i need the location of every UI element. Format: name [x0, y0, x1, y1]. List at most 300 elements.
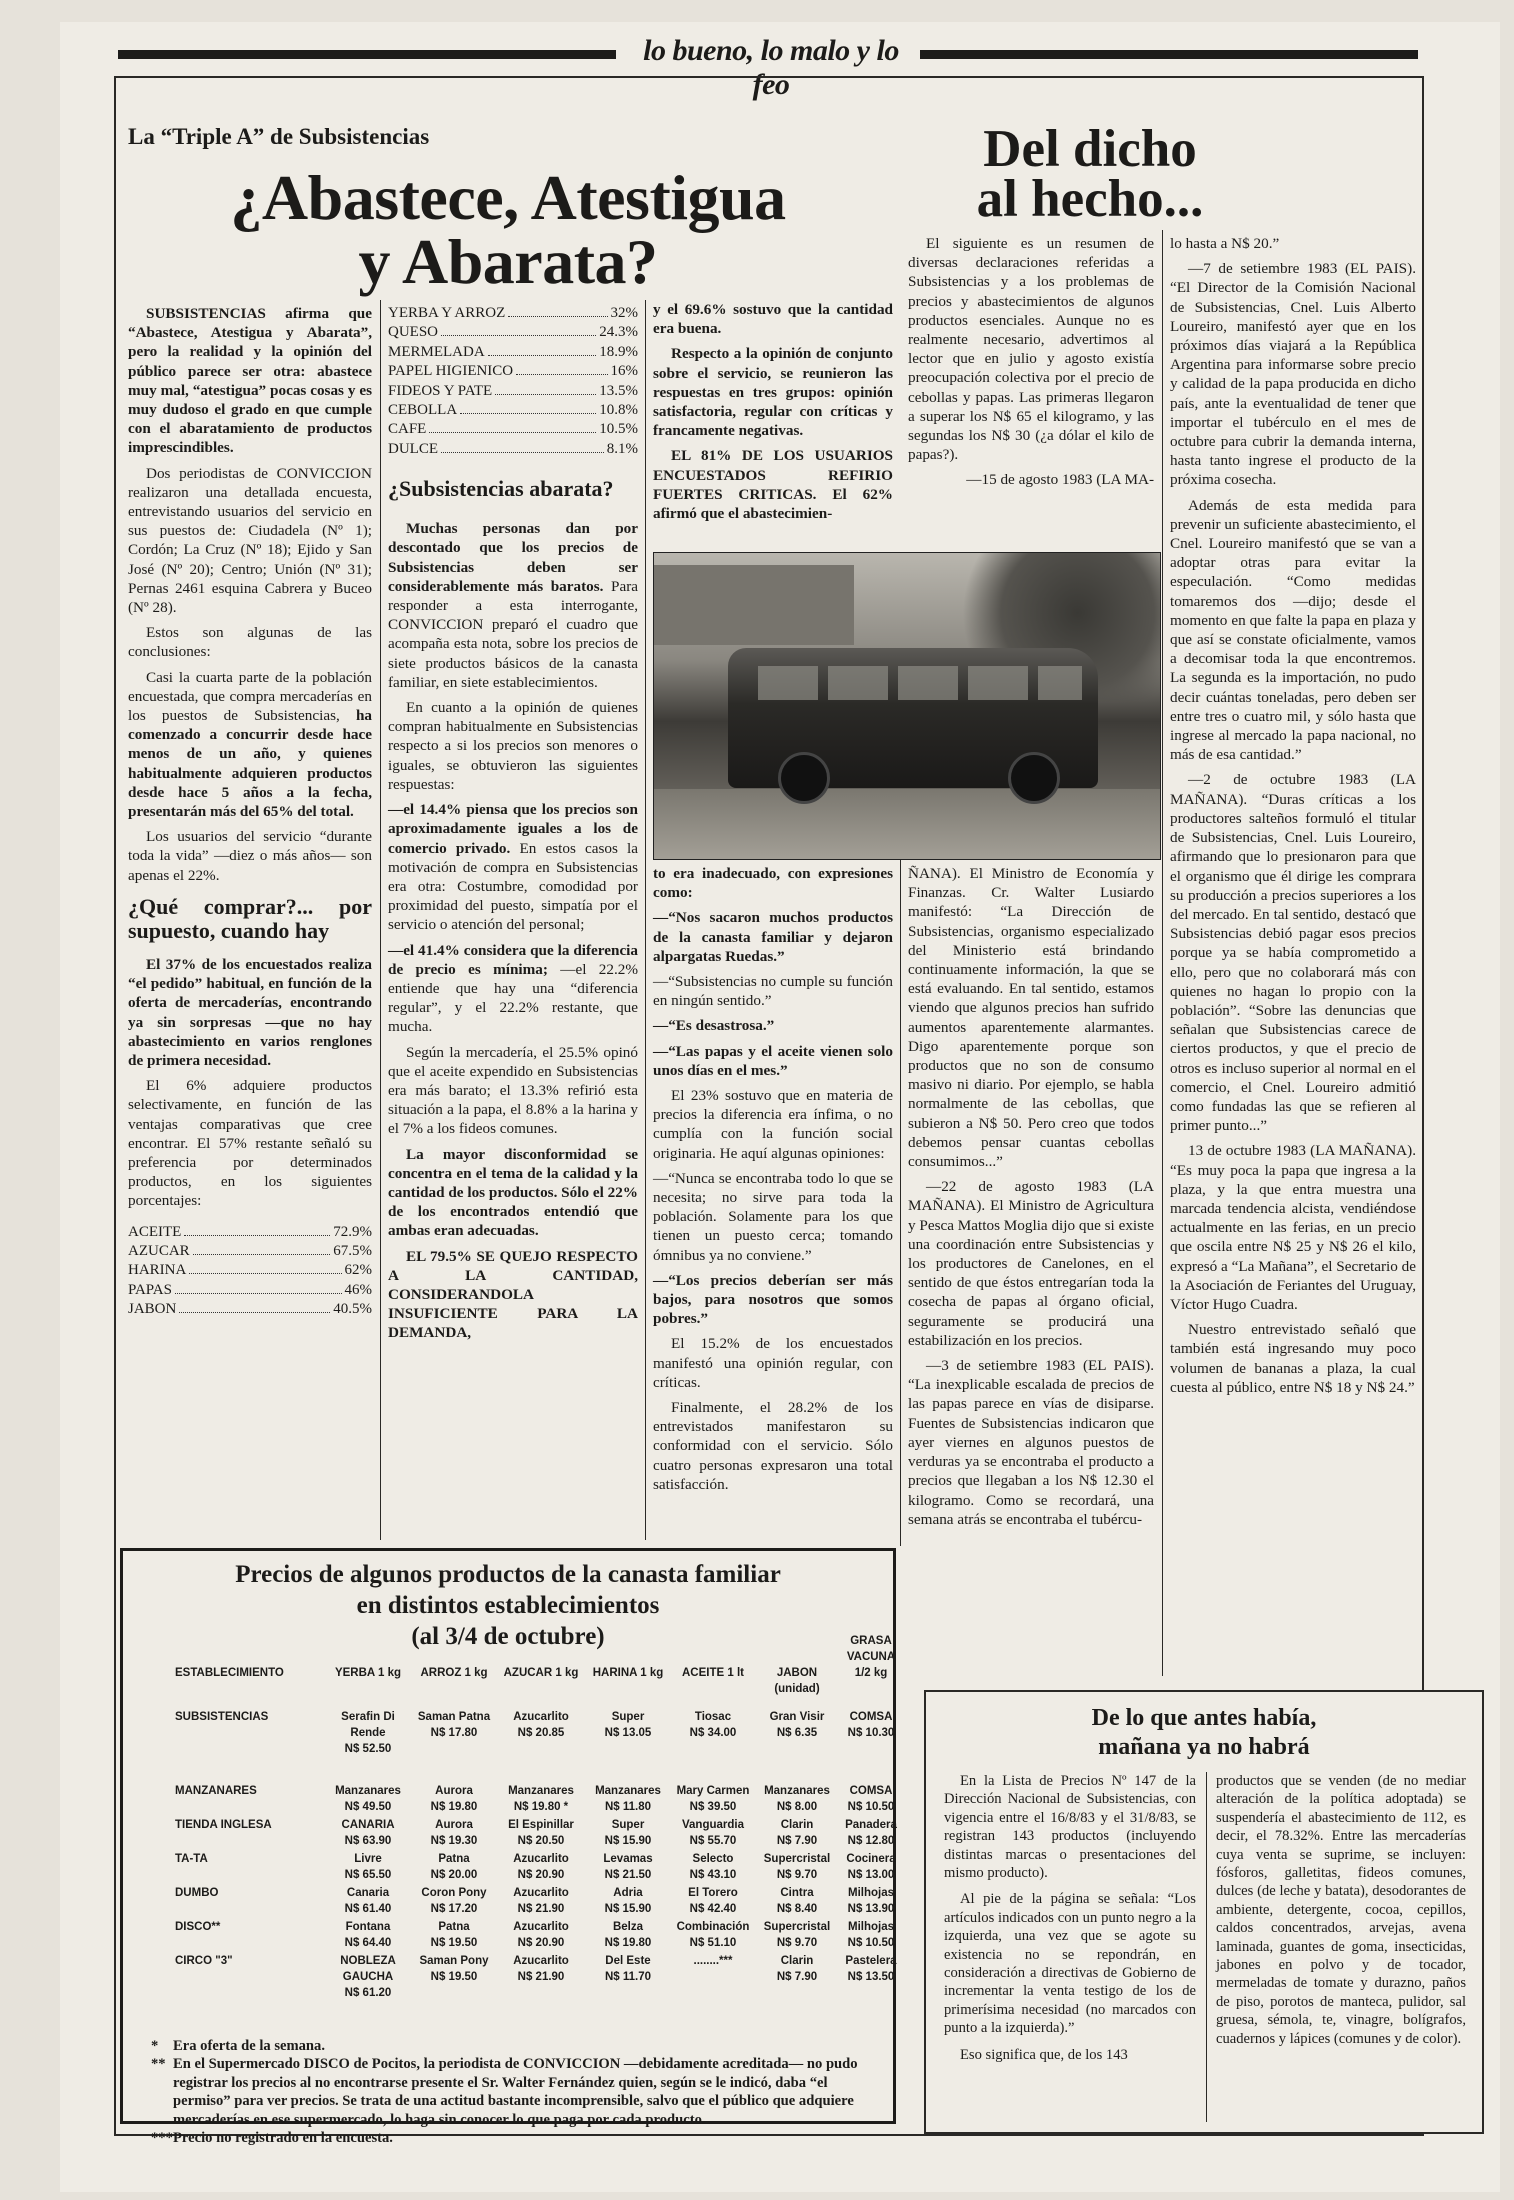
- antes-habia-box: [924, 1690, 1484, 2134]
- brand-name: Belza: [612, 1921, 644, 1933]
- paragraph: El 6% adquiere productos selectivamente, en función de las ventajas comparativas que cree encontrar. El 57% restante señaló su preferencia por determinados productos, en los siguientes porcentajes:: [128, 1077, 372, 1210]
- box-column-2: [1216, 1772, 1466, 2056]
- price-cell: [587, 1953, 669, 1985]
- price-cell: [671, 1885, 755, 1917]
- paragraph: El siguiente es un resumen de diversas declaraciones referidas a Subsistencias y a los problemas de precios y abastecimientos de algunos productos esenciales. Aunque no es realmente necesario, advertimos al lector que en julio y agosto existía preocupación colectiva por el precio de cebollas y papas. Las primeras llegaron a superar los N$ 65 el kilogramo, y las segundas los N$ 30 (¿a dólar el kilo de papas?).: [908, 235, 1154, 464]
- title-line: en distintos establecimientos: [356, 1592, 660, 1619]
- price-value: N$ 19.80: [604, 1937, 652, 1949]
- paragraph: —22 de agosto 1983 (LA MAÑANA). El Ministro de Agricultura y Pesca Mattos Moglia dijo que si existe una coordinación entre Subsistencias y los productores de Canelones, en el sentido de que éstos entregarían toda la cosecha de papas al órgano oficial, seguramente se producirá una estabilización en los precios.: [908, 1178, 1154, 1349]
- banner-rule-right: [920, 50, 1418, 59]
- paragraph: Finalmente, el 28.2% de los entrevistados manifestaron su conformidad con el servicio. Sólo cuatro personas expresaron una total satisfacción.: [653, 1399, 893, 1493]
- brand-name: Super: [611, 1819, 645, 1831]
- brand-name: Selecto: [692, 1853, 734, 1865]
- price-value: N$ 13.50: [847, 1971, 895, 1983]
- price-cell: [671, 1783, 755, 1815]
- brand-name: Clarin: [780, 1955, 814, 1967]
- brand-name: Milhojas: [847, 1921, 894, 1933]
- store-name: TA-TA: [175, 1853, 208, 1865]
- paragraph: —3 de setiembre 1983 (EL PAIS). “La inexplicable escalada de precios de las papas parece en vías de disiparse. Fuentes de Subsistencias indicaron que ayer viernes en algunos puestos de verduras ya se encontraba el producto a precios que llegaban a los N$ 12.30 el kilogramo. Como se recordará, una semana atrás se encontraba el tubércu-: [908, 1357, 1154, 1528]
- bus-window: [758, 666, 818, 700]
- bus-window: [828, 666, 888, 700]
- price-cell: [413, 1953, 495, 1985]
- paragraph: y el 69.6% sostuvo que la cantidad era buena.: [653, 301, 893, 338]
- dot-leader: [441, 452, 604, 453]
- bus-wheel: [1008, 752, 1060, 804]
- headline-line-1: Del dicho: [983, 120, 1197, 178]
- paragraph: En cuanto a la opinión de quienes compran habitualmente en Subsistencias respecto a si los precios son menores o iguales, se obtuvieron las siguientes respuestas:: [388, 699, 638, 793]
- price-cell: [587, 1885, 669, 1917]
- brand-name: Del Este: [605, 1955, 651, 1967]
- price-table-title: [123, 1559, 893, 1652]
- paragraph: productos que se venden (de no mediar alteración de la política adoptada) se suspendería el abastecimiento de 112, es decir, el 78.32%. Entre las mercaderías cuya venta se suprime, se incluyen: fósforos, galletitas, fideos comunes, dulces (de leche y batata), desodorantes de ambiente, detergente, cocoa, cepillos, caldos concentrados, arvejas, avena laminada, guantes de goma, insecticidas, jabones en polvo y de tocador, mermeladas de tomate y durazno, paños de piso, porotos de manteca, pulidor, sal gruesa, sémola, te, vinagre, bolígrafos, cuadernos y lápices (comunes y de color).: [1216, 1773, 1466, 2047]
- note-mark: **: [151, 2056, 166, 2073]
- price-value: N$ 13.90: [847, 1903, 895, 1915]
- price-value: N$ 19.50: [430, 1937, 478, 1949]
- paragraph: —2 de octubre 1983 (LA MAÑANA). “Duras críticas a los productores salteños formuló el titular de Subsistencias, Cnel. Luis Loureiro, afirmando que lo presionaron para que el organismo que él dirige les comprara su producción a precios superiores a los del mercado. En tal sentido, destacó que Subsistencias debió pagar esos precios porque ya se había comprometido a ello, pero que no colaborará más con quienes no hagan lo propio con la población”. “Sobre las denuncias que señalan que Subsistencias carece de ciertos productos, y que el precio de otros es incluso superior al normal en el comercio, el Cnel. Loureiro admitió como fundadas las que se refieren al primer punto...”: [1170, 771, 1416, 1135]
- price-cell: [413, 1817, 495, 1849]
- list-row: [388, 440, 638, 459]
- list-label: CEBOLLA: [388, 402, 458, 419]
- list-label: MERMELADA: [388, 343, 485, 360]
- table-header-cell: GRASA VACUNA 1/2 kg: [846, 1635, 896, 1679]
- brand-name: El Espinillar: [508, 1819, 574, 1831]
- banner-rule-left: [118, 50, 616, 59]
- price-value: N$ 42.40: [689, 1903, 737, 1915]
- price-cell: [499, 1817, 583, 1849]
- brand-name: Aurora: [435, 1819, 473, 1831]
- price-cell: [671, 1953, 755, 1969]
- table-note: [151, 2037, 881, 2055]
- quote: —“Los precios deberían ser más bajos, para nosotros que somos pobres.”: [653, 1271, 893, 1328]
- title-line: (al 3/4 de octubre): [411, 1623, 605, 1650]
- list-label: FIDEOS Y PATE: [388, 382, 493, 399]
- store-name: CIRCO "3": [175, 1955, 233, 1967]
- price-cell: [413, 1783, 495, 1815]
- text-span: Casi la cuarta parte de la población encuestada, que compra mercaderías en los puestos de Subsistencias,: [128, 668, 372, 725]
- list-label: PAPEL HIGIENICO: [388, 363, 514, 380]
- list-label: PAPAS: [128, 1281, 172, 1298]
- price-cell: [499, 1885, 583, 1917]
- dot-leader: [460, 413, 596, 414]
- table-note: [151, 2129, 881, 2147]
- subheading: ¿Qué comprar?... por supuesto, cuando hay: [128, 893, 372, 943]
- brand-name: Cintra: [780, 1887, 814, 1899]
- price-cell: [839, 1953, 903, 1985]
- table-header-cell: HARINA 1 kg: [592, 1667, 664, 1679]
- box-title: [926, 1704, 1482, 1762]
- list-row: [388, 382, 638, 401]
- price-cell: [671, 1709, 755, 1741]
- price-value: N$ 19.30: [430, 1835, 478, 1847]
- price-value: N$ 39.50: [689, 1801, 737, 1813]
- list-label: CAFE: [388, 421, 427, 438]
- quote: —“Las papas y el aceite vienen solo unos días en el mes.”: [653, 1042, 893, 1079]
- dot-leader: [193, 1254, 331, 1255]
- price-value: N$ 21.90: [517, 1903, 565, 1915]
- price-cell: [499, 1851, 583, 1883]
- text-span: —el 22.2% entiende que hay una “diferencia regular”, y el 22.2% restante, que mucha.: [388, 960, 638, 1036]
- article2-column-a-bottom: [908, 864, 1154, 1535]
- price-cell: [587, 1709, 669, 1741]
- price-value: N$ 12.80: [847, 1835, 895, 1847]
- brand-name: Fontana: [345, 1921, 391, 1933]
- note-mark: ***: [151, 2130, 173, 2147]
- ground-shape: [654, 789, 1160, 859]
- price-cell: [839, 1851, 903, 1883]
- brand-name: Azucarlito: [513, 1921, 569, 1933]
- brand-name: Serafin Di Rende: [341, 1711, 395, 1739]
- price-table-box: [120, 1548, 897, 2147]
- article1-column-2: [388, 304, 638, 1349]
- headline-line-1: ¿Abastece, Atestigua: [230, 162, 786, 233]
- dot-leader: [441, 335, 596, 336]
- price-cell: [759, 1919, 835, 1951]
- dot-leader: [516, 374, 607, 375]
- brand-name: Super: [611, 1711, 645, 1723]
- brand-name: Tiosac: [694, 1711, 732, 1723]
- list-label: QUESO: [388, 324, 439, 341]
- price-cell: [327, 1709, 409, 1757]
- brand-name: Panadera: [845, 1819, 897, 1831]
- price-value: N$ 9.70: [776, 1937, 818, 1949]
- bus-window: [898, 666, 958, 700]
- list-row: [128, 1261, 372, 1280]
- paragraph: La mayor disconformidad se concentra en el tema de la calidad y la cantidad de los productos. Sólo el 22% de los encontrados entendió que ambas eran adecuadas.: [388, 1145, 638, 1240]
- list-label: ACEITE: [128, 1223, 182, 1240]
- paragraph: to era inadecuado, con expresiones como:: [653, 865, 893, 902]
- brand-name: Adria: [613, 1887, 643, 1899]
- quote: —“Nos sacaron muchos productos de la canasta familiar y dejaron alpargatas Ruedas.”: [653, 909, 893, 965]
- paragraph: [388, 941, 638, 1037]
- dot-leader: [508, 316, 607, 317]
- text-span: En estos casos la motivación de compra en Subsistencias era otra: Costumbre, comodidad por proximidad del puesto, simpatía por el servicio o atención del personal;: [388, 839, 638, 934]
- list-value: 67.5%: [333, 1242, 372, 1259]
- price-value: N$ 13.05: [604, 1727, 652, 1739]
- paragraph: [128, 668, 372, 822]
- price-value: N$ 61.20: [344, 1987, 392, 1999]
- list-value: 13.5%: [599, 382, 638, 399]
- brand-name: COMSA: [849, 1711, 893, 1723]
- store-name: MANZANARES: [175, 1785, 257, 1797]
- brand-name: Vanguardia: [682, 1819, 744, 1831]
- price-cell: [499, 1919, 583, 1951]
- article1-column-3-bottom: [653, 864, 893, 1500]
- list-value: 72.9%: [333, 1223, 372, 1240]
- list-value: 46%: [344, 1281, 372, 1298]
- brand-name: Pastelera: [845, 1955, 897, 1967]
- table-header-cell: YERBA 1 kg: [334, 1667, 402, 1679]
- bold-span: ha comenzado a concurrir desde hace menos de un año, y quienes habitualmente adquieren productos desde hace 5 años a la fecha, presentarán más del 65% del total.: [128, 707, 372, 821]
- table-header-cell: ESTABLECIMIENTO: [175, 1667, 284, 1679]
- article1-column-3-top: [653, 300, 893, 529]
- list-value: 10.5%: [599, 421, 638, 438]
- note-text: Precio no registrado en la encuesta.: [173, 2130, 393, 2147]
- price-cell: [499, 1783, 583, 1815]
- price-value: N$ 13.00: [847, 1869, 895, 1881]
- article2-headline: [900, 120, 1280, 228]
- headline-line-2: y Abarata?: [358, 226, 658, 297]
- price-cell: [327, 1953, 409, 2001]
- title-line: De lo que antes había,: [1091, 1705, 1317, 1731]
- price-cell: [499, 1953, 583, 1985]
- store-name: DISCO**: [175, 1921, 221, 1933]
- brand-name: Aurora: [435, 1785, 473, 1797]
- price-value: N$ 65.50: [344, 1869, 392, 1881]
- list-row: [128, 1242, 372, 1261]
- lead-paragraph: SUBSISTENCIAS afirma que “Abastece, Atestigua y Abarata”, pero la realidad y la opinión del público parece ser otra: abastece muy mal, “atestigua” pocas cosas y es muy dudoso el grado en que cumple con el abaratamiento de productos imprescindibles.: [128, 305, 372, 457]
- list-row: [128, 1300, 372, 1319]
- box-column-1: [944, 1772, 1196, 2072]
- dot-leader: [184, 1235, 330, 1236]
- paragraph: Según la mercadería, el 25.5% opinó que el aceite expendido en Subsistencias era más barato; el 13.3% refirió esta situación a la papa, el 8.8% a la harina y el 7% a los fideos comunes.: [388, 1043, 638, 1138]
- list-value: 18.9%: [599, 343, 638, 360]
- price-value: N$ 17.80: [430, 1727, 478, 1739]
- brand-name: Canaria: [346, 1887, 390, 1899]
- column-rule: [900, 860, 901, 1546]
- note-mark: *: [151, 2038, 159, 2054]
- percentage-list: [128, 1223, 372, 1320]
- paragraph: Al pie de la página se señala: “Los artículos indicados con un punto negro a la izquierda, una vez que se agote su existencia no se repondrán, en consideración a directivas de Gobierno de incrementar la venta testigo de los de primerísima necesidad (no marcados con punto a la izquierda).”: [944, 1891, 1196, 2037]
- brand-name: NOBLEZA GAUCHA: [340, 1955, 396, 1983]
- price-cell: [499, 1709, 583, 1741]
- text-span: Para responder a esta interrogante, CONVICCION preparó el cuadro que acompaña esta nota, sobre los precios de siete productos básicos de la canasta familiar, en siete establecimientos.: [388, 577, 638, 691]
- table-header-cell: JABON (unidad): [774, 1667, 820, 1695]
- brand-name: Azucarlito: [513, 1853, 569, 1865]
- price-value: N$ 20.50: [517, 1835, 565, 1847]
- price-cell: [671, 1851, 755, 1883]
- brand-name: Saman Pony: [419, 1955, 489, 1967]
- brand-name: Coron Pony: [421, 1887, 487, 1899]
- bus-photo: [653, 552, 1161, 860]
- list-label: YERBA Y ARROZ: [388, 305, 506, 321]
- paragraph: En la Lista de Precios Nº 147 de la Dirección Nacional de Subsistencias, con vigencia entre el 16/8/83 y el 31/8/83, se registran 143 productos (incluyendo distintas marcas o presentaciones del mismo producto).: [944, 1773, 1196, 1882]
- brand-name: Azucarlito: [513, 1711, 569, 1723]
- price-value: N$ 20.85: [517, 1727, 565, 1739]
- paragraph: —7 de setiembre 1983 (EL PAIS). “El Director de la Comisión Nacional de Subsistencias, Cnel. Luis Alberto Loureiro, manifestó ayer que en los próximos días viajará a la República Argentina para informarse sobre precio y calidad de la papa producida en dicho país, ante la eventualidad de tener que importar el tubérculo en el mes de octubre para cubrir la demanda interna, hasta tanto ingrese el producto de la próxima cosecha.: [1170, 260, 1416, 489]
- price-cell: [587, 1851, 669, 1883]
- price-value: N$ 55.70: [689, 1835, 737, 1847]
- price-value: N$ 20.90: [517, 1869, 565, 1881]
- paragraph: EL 81% DE LOS USUARIOS ENCUESTADOS REFIRIO FUERTES CRITICAS. El 62% afirmó que el abastecimien-: [653, 447, 893, 523]
- brand-name: Manzanares: [764, 1785, 830, 1797]
- table-header-cell: ARROZ 1 kg: [420, 1667, 488, 1679]
- price-cell: [327, 1885, 409, 1917]
- price-cell: [839, 1885, 903, 1917]
- price-cell: [327, 1851, 409, 1883]
- store-name: SUBSISTENCIAS: [175, 1711, 269, 1723]
- price-value: N$ 34.00: [689, 1727, 737, 1739]
- list-label: AZUCAR: [128, 1242, 190, 1259]
- list-value: 16%: [610, 363, 638, 380]
- list-row: [128, 1281, 372, 1300]
- table-header-cell: AZUCAR 1 kg: [503, 1667, 579, 1679]
- price-value: N$ 21.90: [517, 1971, 565, 1983]
- price-value: N$ 64.40: [344, 1937, 392, 1949]
- price-value: N$ 15.90: [604, 1903, 652, 1915]
- price-cell: [327, 1817, 409, 1849]
- dot-leader: [189, 1273, 341, 1274]
- dot-leader: [429, 432, 596, 433]
- list-value: 24.3%: [599, 324, 638, 341]
- article-headline: [128, 162, 888, 297]
- paragraph: 13 de octubre 1983 (LA MAÑANA). “Es muy poca la papa que ingresa a la plaza, y la que entra muestra una marcada tendencia alcista, vendiéndose actualmente en las ferias, en un precio que oscila entre N$ 25 y N$ 26 el kilo, expresó a “La Mañana”, el Secretario de la Asociación de Feriantes del Uruguay, Víctor Hugo Cuadra.: [1170, 1142, 1416, 1313]
- list-label: HARINA: [128, 1262, 187, 1279]
- list-label: DULCE: [388, 440, 438, 457]
- column-rule: [380, 300, 381, 1540]
- price-cell: [587, 1919, 669, 1951]
- price-cell: [759, 1885, 835, 1917]
- price-value: N$ 10.50: [847, 1801, 895, 1813]
- table-header-cell: ACEITE 1 lt: [682, 1667, 744, 1679]
- bus-shape: [728, 648, 1098, 788]
- price-cell: [759, 1817, 835, 1849]
- paragraph: Nuestro entrevistado señaló que también está ingresando muy poco volumen de bananas a plaza, la cual cuesta al público, entre N$ 18 y N$ 24.”: [1170, 1321, 1416, 1396]
- price-value: N$ 19.50: [430, 1971, 478, 1983]
- brand-name: Manzanares: [595, 1785, 661, 1797]
- paragraph: lo hasta a N$ 20.”: [1170, 235, 1280, 252]
- store-name: DUMBO: [175, 1887, 219, 1899]
- brand-name: Patna: [438, 1921, 470, 1933]
- banner-title: lo bueno, lo malo y lo feo: [643, 34, 899, 101]
- price-value: N$ 6.35: [776, 1727, 818, 1739]
- price-cell: [413, 1919, 495, 1951]
- price-value: N$ 17.20: [430, 1903, 478, 1915]
- list-row: [388, 362, 638, 381]
- price-value: N$ 63.90: [344, 1835, 392, 1847]
- title-line: Precios de algunos productos de la canasta familiar: [235, 1561, 781, 1588]
- price-value: N$ 19.80 *: [513, 1801, 569, 1813]
- quote: —“Subsistencias no cumple su función en ningún sentido.”: [653, 973, 893, 1010]
- price-cell: [759, 1851, 835, 1883]
- brand-name: Livre: [354, 1853, 382, 1865]
- bold-span: Muchas personas dan por descontado que los precios de Subsistencias deben ser considerablemente más baratos.: [388, 520, 638, 595]
- price-cell: [759, 1783, 835, 1815]
- price-cell: [839, 1817, 903, 1849]
- brand-name: Levamas: [603, 1853, 653, 1865]
- dot-leader: [179, 1312, 330, 1313]
- brand-name: Saman Patna: [417, 1711, 491, 1723]
- brand-name: Azucarlito: [513, 1887, 569, 1899]
- dot-leader: [175, 1293, 342, 1294]
- brand-name: Manzanares: [508, 1785, 574, 1797]
- building-shape: [654, 565, 854, 645]
- price-value: N$ 10.30: [847, 1727, 895, 1739]
- price-cell: [671, 1919, 755, 1951]
- bold-span: —el 14.4% piensa que los precios son aproximadamente iguales a los de comercio privado.: [388, 801, 638, 857]
- bus-window: [1038, 666, 1082, 700]
- note-text: Era oferta de la semana.: [173, 2038, 325, 2054]
- price-cell: [327, 1919, 409, 1951]
- brand-name: Supercristal: [763, 1853, 831, 1865]
- article-kicker: La “Triple A” de Subsistencias: [128, 124, 430, 149]
- store-name: TIENDA INGLESA: [175, 1819, 272, 1831]
- bus-wheel: [778, 752, 830, 804]
- list-value: 32%: [610, 305, 638, 321]
- price-cell: [759, 1709, 835, 1741]
- price-cell: [759, 1953, 835, 1985]
- price-value: N$ 61.40: [344, 1903, 392, 1915]
- column-rule: [645, 300, 646, 1540]
- article2-column-a-top: [908, 234, 1154, 496]
- price-value: N$ 20.90: [517, 1937, 565, 1949]
- price-cell: [327, 1783, 409, 1815]
- dot-leader: [488, 355, 597, 356]
- price-cell: [839, 1919, 903, 1951]
- price-value: N$ 15.90: [604, 1835, 652, 1847]
- percentage-list: [388, 304, 638, 459]
- price-value: N$ 49.50: [344, 1801, 392, 1813]
- price-value: N$ 21.50: [604, 1869, 652, 1881]
- price-value: N$ 7.90: [776, 1971, 818, 1983]
- note-text: En el Supermercado DISCO de Pocitos, la periodista de CONVICCION —debidamente acreditada— no pudo registrar los precios al no encontrarse presente el Sr. Walter Fernández quien, según se le indicó, daba “el permiso” para ver precios. Se trata de una actitud bastante incomprensible, salvo que el público que adquiere mercaderías en ese supermercado, lo haga sin conocer lo que paga por cada producto.: [173, 2056, 858, 2128]
- article2-column-b: [1170, 234, 1416, 1403]
- price-cell: [413, 1709, 495, 1741]
- paragraph: El 15.2% de los encuestados manifestó una opinión regular, con críticas.: [653, 1335, 893, 1391]
- list-row: [388, 323, 638, 342]
- column-rule: [1162, 230, 1163, 1676]
- list-value: 10.8%: [599, 402, 638, 419]
- price-value: N$ 51.10: [689, 1937, 737, 1949]
- price-value: N$ 8.40: [776, 1903, 818, 1915]
- list-value: 8.1%: [606, 440, 638, 457]
- brand-name: Supercristal: [763, 1921, 831, 1933]
- article1-column-1: [128, 304, 372, 1320]
- price-value: N$ 8.00: [776, 1801, 818, 1813]
- headline-line-2: al hecho...: [976, 170, 1204, 228]
- list-value: 40.5%: [333, 1301, 372, 1318]
- price-cell: [839, 1709, 903, 1741]
- brand-name: Milhojas: [847, 1887, 894, 1899]
- price-cell: [587, 1817, 669, 1849]
- brand-name: CANARIA: [341, 1819, 395, 1831]
- price-value: N$ 10.50: [847, 1937, 895, 1949]
- brand-name: Combinación: [676, 1921, 750, 1933]
- price-value: N$ 11.70: [604, 1971, 652, 1983]
- paragraph: ÑANA). El Ministro de Economía y Finanzas. Cr. Walter Lusiardo manifestó: “La Dirección de Subsistencias, organismo especializado del Ministerio está brindando continuamente información, la que se está evaluando. En tal sentido, estamos viendo que algunos precios han sufrido aumentos aparentemente alarmantes. Digo aparentemente porque son productos que no son de consumo masivo ni diario. Por ejemplo, se habla normalmente de las cebollas, que subieron a N$ 50. Pero creo que todos debemos pensar cuantas cebollas consumimos...”: [908, 865, 1154, 1171]
- paragraph: Dos periodistas de CONVICCION realizaron una detallada encuesta, entrevistando usuarios del servicio en sus puestos de: Ciudadela (Nº 1); Cordón; La Cruz (Nº 18); Ejido y San José (Nº 20); Centro; Unión (Nº 31); Pernas 2461 esquina Cabrera y Buceo (Nº 28).: [128, 464, 372, 617]
- table-notes: [151, 2037, 881, 2147]
- quote: —“Nunca se encontraba todo lo que se necesita; no sirve para toda la población. Solamente para los que tienen un puesto cerca; tomando ómnibus ya no conviene.”: [653, 1169, 893, 1264]
- price-value: N$ 19.80: [430, 1801, 478, 1813]
- paragraph: Eso significa que, de los 143: [960, 2046, 1128, 2063]
- price-cell: [413, 1851, 495, 1883]
- dot-leader: [495, 394, 596, 395]
- list-row: [388, 420, 638, 439]
- bus-window: [968, 666, 1028, 700]
- list-row: [388, 401, 638, 420]
- list-row: [388, 343, 638, 362]
- table-note: [151, 2055, 881, 2129]
- brand-name: Gran Visir: [769, 1711, 825, 1723]
- brand-name: Cocinera: [846, 1853, 896, 1865]
- brand-name: Clarin: [780, 1819, 814, 1831]
- brand-name: ........***: [693, 1955, 733, 1967]
- price-cell: [671, 1817, 755, 1849]
- list-row: [388, 304, 638, 323]
- price-value: N$ 11.80: [604, 1801, 652, 1813]
- brand-name: COMSA: [849, 1785, 893, 1797]
- paragraph: [388, 519, 638, 692]
- price-cell: [413, 1885, 495, 1917]
- paragraph: EL 79.5% SE QUEJO RESPECTO A LA CANTIDAD, CONSIDERANDOLA INSUFICIENTE PARA LA DEMANDA,: [388, 1247, 638, 1342]
- price-value: N$ 52.50: [344, 1743, 392, 1755]
- paragraph: El 23% sostuvo que en materia de precios la diferencia era ínfima, o no cumplía con la función social originaria. He aquí algunas opiniones:: [653, 1087, 893, 1162]
- price-value: N$ 9.70: [776, 1869, 818, 1881]
- list-label: JABON: [128, 1301, 177, 1318]
- paragraph: [388, 800, 638, 934]
- price-value: N$ 43.10: [689, 1869, 737, 1881]
- list-value: 62%: [344, 1262, 372, 1279]
